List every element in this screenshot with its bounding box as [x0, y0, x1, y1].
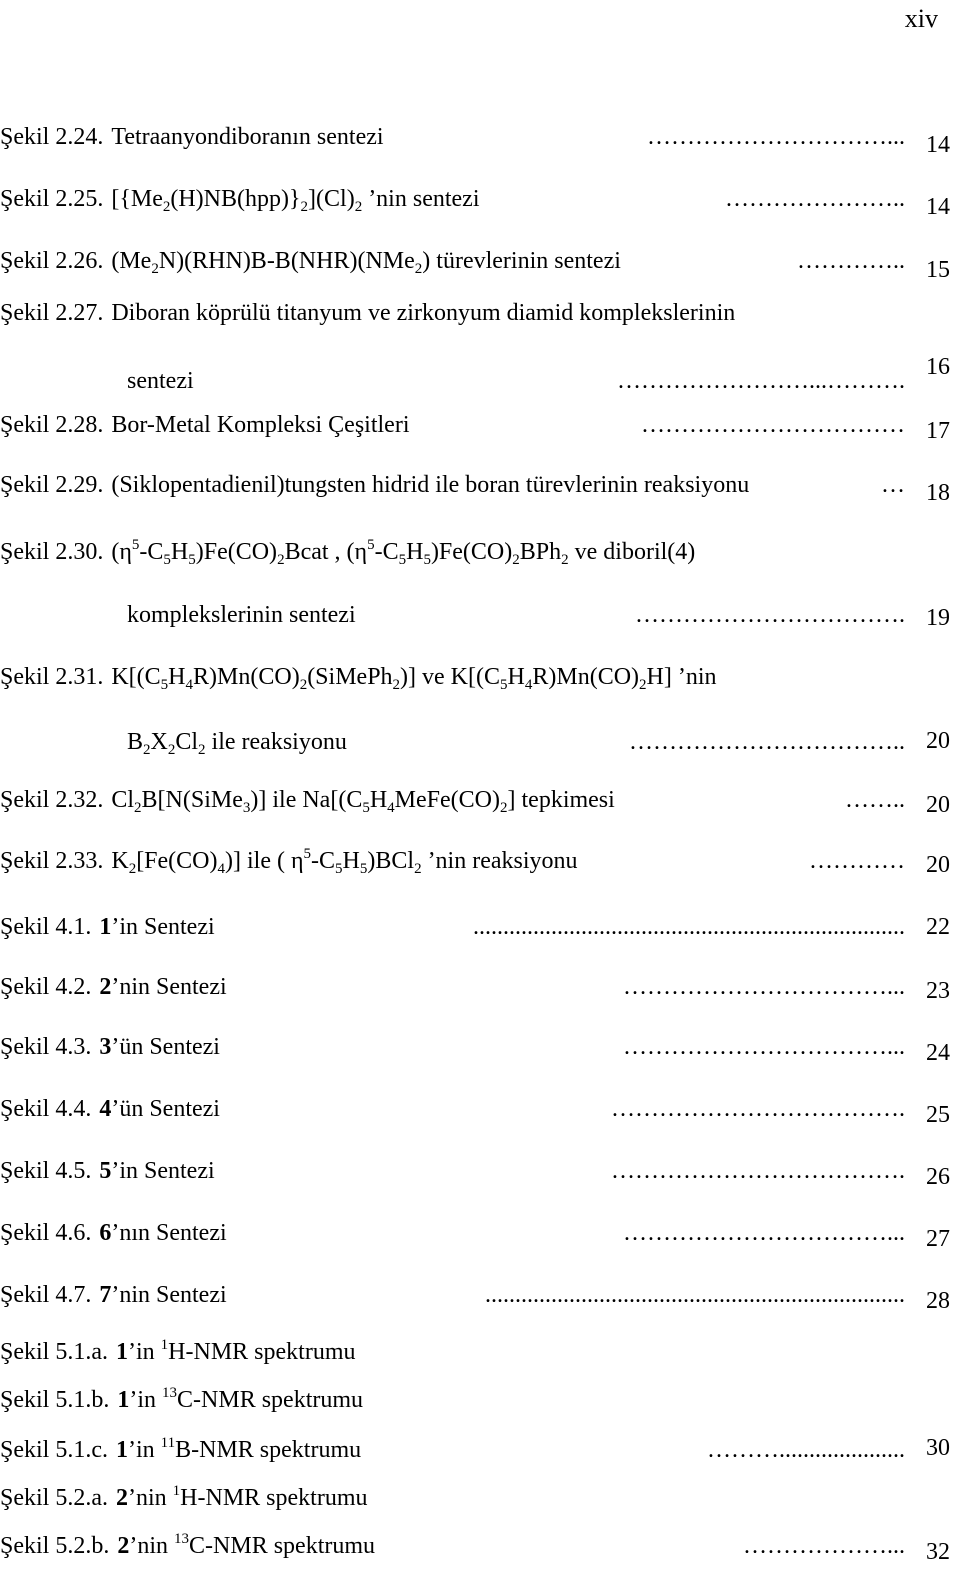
figure-label: Şekil 5.2.a.	[0, 1485, 108, 1511]
compound-number: 1	[99, 914, 112, 940]
toc-entry	[0, 354, 960, 406]
page-ref: 20	[926, 728, 950, 754]
figure-label: Şekil 4.1.	[0, 914, 92, 940]
toc-entry	[0, 537, 960, 577]
figure-title: ’nin $^1$H-NMR spektrumu	[128, 1483, 368, 1511]
dot-leader: ……………………………...	[623, 974, 905, 1000]
figure-label: Şekil 2.33.	[0, 848, 104, 874]
page-ref: 25	[926, 1102, 950, 1128]
dot-leader: ......................................................................	[485, 1282, 905, 1308]
figure-title: ’nin $^{13}$C-NMR spektrumu	[129, 1531, 376, 1559]
compound-number: 2	[117, 1533, 130, 1559]
dot-leader: …………………..	[725, 186, 905, 212]
toc-entry	[0, 470, 960, 510]
figure-title: ’ün Sentezi	[111, 1034, 220, 1060]
compound-number: 6	[99, 1220, 112, 1246]
page-ref: 17	[926, 418, 950, 444]
figure-label: Şekil 2.29.	[0, 472, 104, 498]
toc-entry	[0, 1156, 960, 1196]
figure-title: $(\eta^5-C_5H_5)Fe(CO)_2Bcat$ , $(\eta^5-C_5H_5)Fe(CO)_2BPh_2$ ve diboril(4)	[111, 537, 696, 568]
compound-number: 2	[99, 974, 112, 1000]
toc-entry	[0, 1218, 960, 1258]
figure-label: Şekil 4.4.	[0, 1096, 92, 1122]
page-number: xiv	[904, 4, 938, 33]
figure-title: ’nin Sentezi	[111, 974, 227, 1000]
page-ref: 19	[926, 605, 950, 631]
toc-entry	[0, 410, 960, 450]
figure-title: ’in Sentezi	[111, 914, 215, 940]
compound-number: 4	[99, 1096, 112, 1122]
figure-title: Diboran köprülü titanyum ve zirkonyum diamid komplekslerinin	[111, 300, 736, 326]
figure-title: sentezi	[127, 368, 194, 394]
toc-entry	[0, 912, 960, 952]
figure-title: ’in $^{13}$C-NMR spektrumu	[129, 1385, 364, 1413]
page-ref: 32	[926, 1539, 950, 1565]
dot-leader: ……………………………….	[611, 1158, 905, 1184]
figure-label: Şekil 2.25.	[0, 186, 104, 212]
figure-label: Şekil 4.2.	[0, 974, 92, 1000]
figure-title: $Cl_2B[N(SiMe_3)]$ ile $Na[(C_5H_4MeFe(CO)_2]$ tepkimesi	[111, 787, 615, 816]
figure-label: Şekil 2.27.	[0, 300, 104, 326]
dot-leader: ……………………………….	[611, 1096, 905, 1122]
toc-entry	[0, 972, 960, 1012]
dot-leader: ……………………………	[641, 412, 905, 438]
dot-leader: …………………………….	[635, 602, 905, 628]
toc-entry	[0, 1094, 960, 1134]
figure-label: Şekil 2.28.	[0, 412, 104, 438]
figure-label: Şekil 4.7.	[0, 1282, 92, 1308]
figure-label: Şekil 2.30.	[0, 539, 104, 565]
dot-leader: ……………………………..	[629, 729, 905, 755]
page-ref: 20	[926, 852, 950, 878]
toc-entry	[0, 662, 960, 702]
toc-entry	[0, 1385, 960, 1425]
figure-label: Şekil 2.26.	[0, 248, 104, 274]
figure-title: ’nın Sentezi	[111, 1220, 227, 1246]
figure-label: Şekil 4.6.	[0, 1220, 92, 1246]
figure-title: ’in Sentezi	[111, 1158, 215, 1184]
figure-title: Bor-Metal Kompleksi Çeşitleri	[111, 412, 410, 438]
page-ref: 22	[926, 914, 950, 940]
page-ref: 14	[926, 194, 950, 220]
toc-entry	[0, 727, 960, 767]
compound-number: 7	[99, 1282, 112, 1308]
figure-label: Şekil 5.1.c.	[0, 1437, 108, 1463]
figure-title: (Siklopentadienil)tungsten hidrid ile boran türevlerinin reaksiyonu	[111, 472, 750, 498]
dot-leader: ……….....................	[707, 1437, 905, 1463]
dot-leader: …	[881, 472, 905, 498]
figure-title: ’in $^1$H-NMR spektrumu	[128, 1337, 356, 1365]
figure-title: $(Me_2N)(RHN)B-B(NHR)(NMe_2)$ türevlerinin sentezi	[111, 248, 621, 277]
compound-number: 1	[116, 1339, 128, 1365]
page-ref: 24	[926, 1040, 950, 1066]
dot-leader: …………	[809, 848, 905, 874]
toc-entry	[0, 846, 960, 886]
figure-label: Şekil 2.32.	[0, 787, 104, 813]
figure-title: ’nin Sentezi	[111, 1282, 227, 1308]
page-ref: 27	[926, 1226, 950, 1252]
dot-leader: ……………………………...	[623, 1034, 905, 1060]
toc-entry	[0, 246, 960, 286]
dot-leader: ........................................................................	[473, 914, 905, 940]
dot-leader: …………………………...	[647, 124, 905, 150]
toc-entry	[0, 184, 960, 224]
figure-title: $B_2X_2Cl_2$ ile reaksiyonu	[127, 729, 347, 758]
toc-entry	[0, 1435, 960, 1475]
dot-leader: ……………………………...	[623, 1220, 905, 1246]
figure-title: $K[(C_5H_4R)Mn(CO)_2(SiMePh_2)]$ ve $K[(C_5H_4R)Mn(CO)_2H]$ ’nin	[111, 664, 717, 693]
toc-entry	[0, 1280, 960, 1320]
compound-number: 3	[99, 1034, 112, 1060]
figure-label: Şekil 2.24.	[0, 124, 104, 150]
page-ref: 23	[926, 978, 950, 1004]
compound-number: 2	[116, 1485, 128, 1511]
compound-number: 5	[99, 1158, 112, 1184]
figure-label: Şekil 5.2.b.	[0, 1533, 110, 1559]
dot-leader: ……………………...……….	[617, 368, 905, 394]
figure-title: $K_2[Fe(CO)_4)$] ile ( $\eta^5-C_5H_5)BCl_2$ ’nin reaksiyonu	[111, 846, 578, 877]
page-ref: 28	[926, 1288, 950, 1314]
page-ref: 20	[926, 792, 950, 818]
dot-leader: ……..	[845, 787, 905, 813]
figure-label: Şekil 5.1.b.	[0, 1387, 110, 1413]
toc-entry	[0, 785, 960, 825]
toc-entry	[0, 600, 960, 640]
figure-title: komplekslerinin sentezi	[127, 602, 356, 628]
dot-leader: ………………...	[743, 1533, 905, 1559]
figure-label: Şekil 2.31.	[0, 664, 104, 690]
toc-entry	[0, 1337, 960, 1377]
dot-leader: …………..	[797, 248, 905, 274]
toc-entry	[0, 1531, 960, 1571]
toc-entry	[0, 122, 960, 162]
figure-title: $[\{Me_2(H)NB(hpp)\}_2](Cl)_2$ ’nin sentezi	[111, 186, 480, 215]
figure-title: Tetraanyondiboranın sentezi	[111, 124, 384, 150]
page-ref: 26	[926, 1164, 950, 1190]
toc-entry	[0, 1483, 960, 1523]
figure-label: Şekil 4.3.	[0, 1034, 92, 1060]
compound-number: 1	[117, 1387, 130, 1413]
page-ref: 18	[926, 480, 950, 506]
figure-label: Şekil 4.5.	[0, 1158, 92, 1184]
figure-title: ’in $^{11}$B-NMR spektrumu	[128, 1435, 362, 1463]
figure-title: ’ün Sentezi	[111, 1096, 220, 1122]
compound-number: 1	[116, 1437, 128, 1463]
figure-label: Şekil 5.1.a.	[0, 1339, 108, 1365]
page-ref: 14	[926, 132, 950, 158]
page-ref: 16	[926, 354, 950, 380]
page-ref: 30	[926, 1435, 950, 1461]
page-ref: 15	[926, 257, 950, 283]
toc-entry	[0, 1032, 960, 1072]
toc-entry	[0, 298, 960, 338]
